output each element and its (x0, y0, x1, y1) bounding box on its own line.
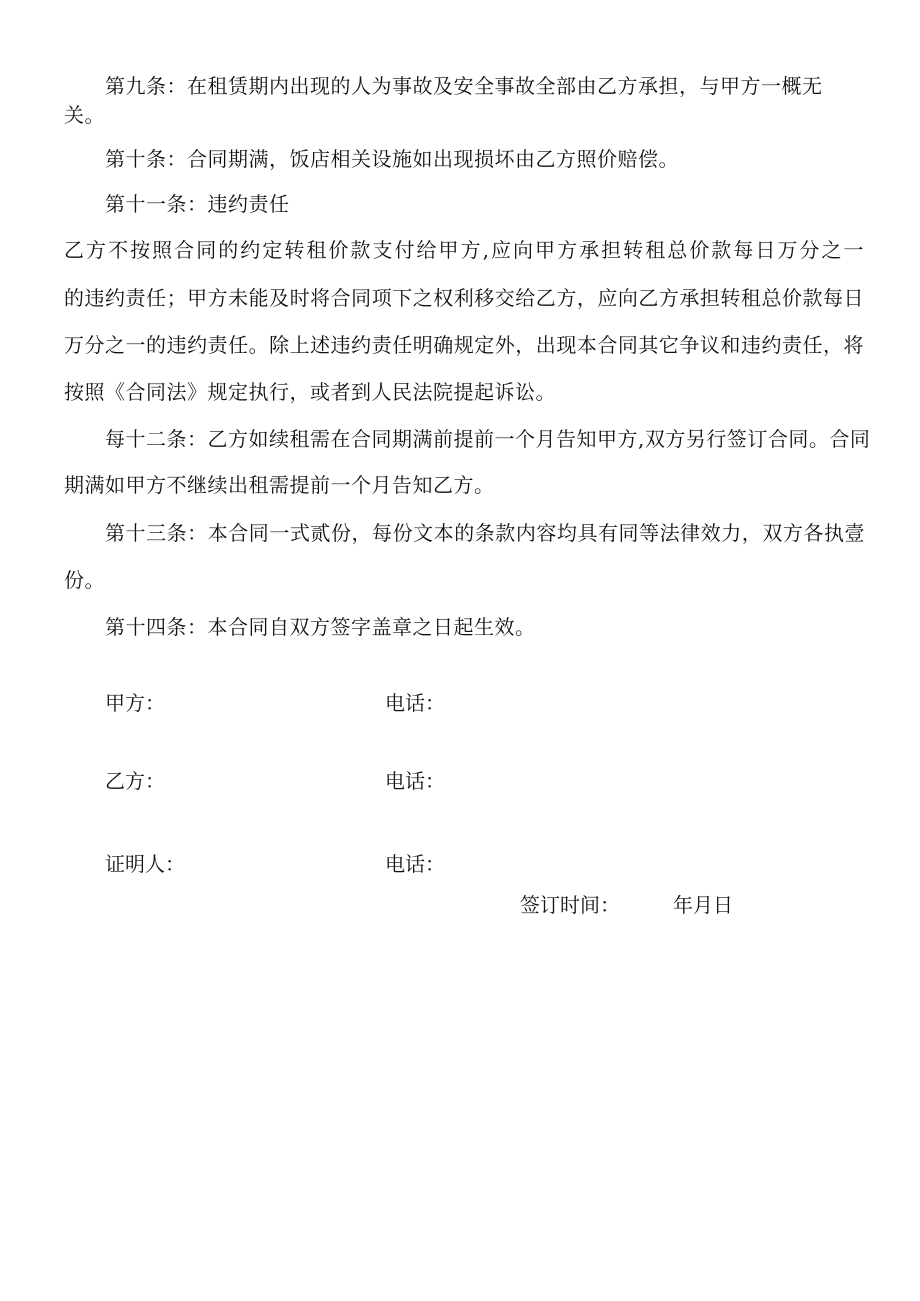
clause-9-line-2: 关。 (64, 103, 105, 127)
clause-13-line-2: 份。 (64, 568, 105, 592)
clause-10: 第十条：合同期满，饭店相关设施如出现损坏由乙方照价赔偿。 (105, 147, 679, 171)
clause-12-line-1: 每十二条：乙方如续租需在合同期满前提前一个月告知甲方,双方另行签订合同。合同 (105, 427, 871, 451)
clause-11-line-1: 乙方不按照合同的约定转租价款支付给甲方,应向甲方承担转租总价款每日万分之一 (64, 238, 864, 262)
clause-12-line-2: 期满如甲方不继续出租需提前一个月告知乙方。 (64, 473, 495, 497)
clause-11-line-2: 的违约责任；甲方未能及时将合同项下之权利移交给乙方，应向乙方承担转租总价款每日 (64, 286, 864, 310)
witness-phone-label: 电话： (385, 852, 445, 876)
party-a-label: 甲方： (105, 691, 165, 715)
party-a-phone-label: 电话： (385, 691, 445, 715)
clause-9-line-1: 第九条：在租赁期内出现的人为事故及安全事故全部由乙方承担，与甲方一概无 (105, 74, 823, 98)
party-b-phone-label: 电话： (385, 769, 445, 793)
clause-13-line-1: 第十三条：本合同一式贰份，每份文本的条款内容均具有同等法律效力，双方各执壹 (105, 521, 865, 545)
clause-11-title: 第十一条：违约责任 (105, 192, 290, 216)
clause-14: 第十四条：本合同自双方签字盖章之日起生效。 (105, 615, 536, 639)
party-b-label: 乙方： (105, 769, 165, 793)
sign-date-label: 年月日 (673, 893, 733, 917)
witness-label: 证明人： (105, 852, 185, 876)
sign-time-label: 签订时间： (520, 893, 620, 917)
clause-11-line-4: 按照《合同法》规定执行，或者到人民法院提起诉讼。 (64, 380, 556, 404)
clause-11-line-3: 万分之一的违约责任。除上述违约责任明确规定外，出现本合同其它争议和违约责任，将 (64, 333, 864, 357)
